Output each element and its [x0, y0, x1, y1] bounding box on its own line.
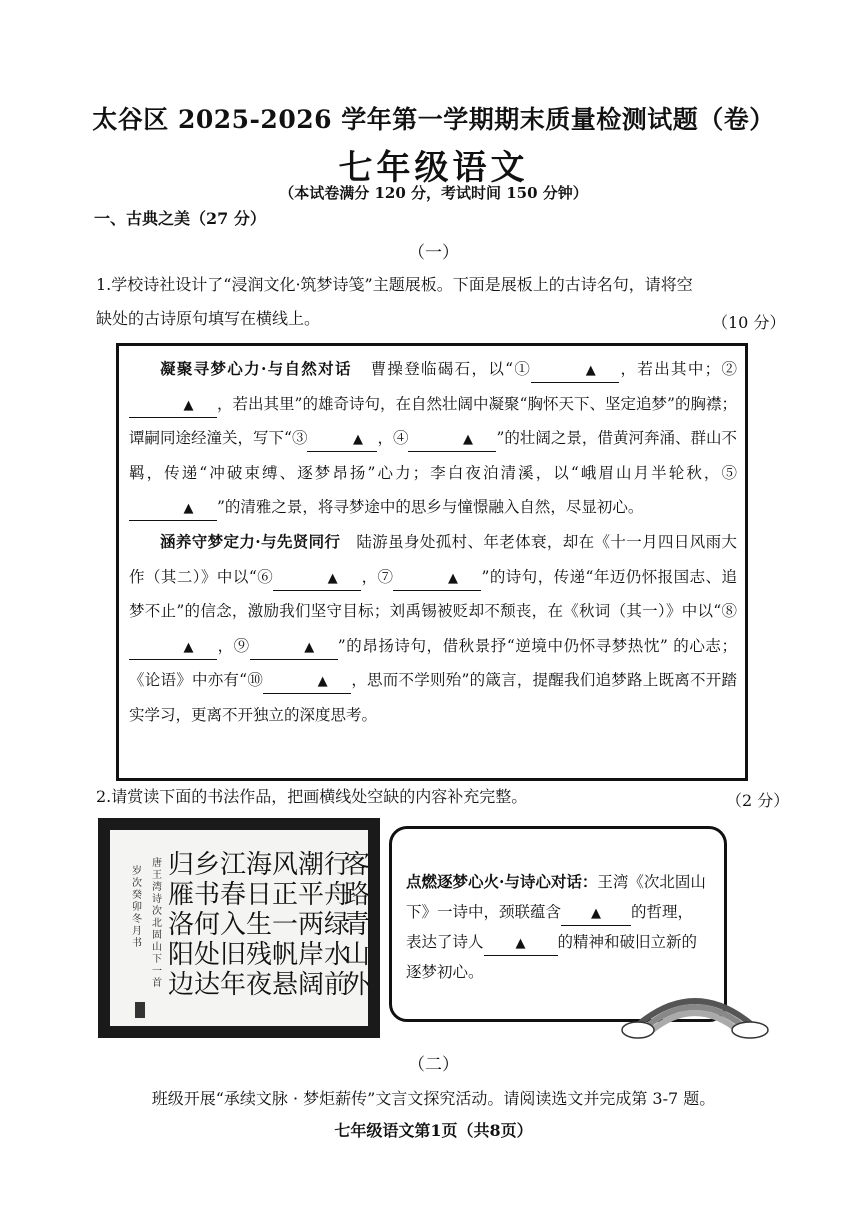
- answer-blank-9[interactable]: ▲: [250, 635, 338, 660]
- box2-text: 的精神和破旧立新的逐梦初心。: [406, 933, 698, 981]
- page-footer: 七年级语文第1页（共8页）: [334, 1121, 533, 1140]
- board-text: ，若出其中；②: [619, 360, 738, 378]
- part-one-label: （一）: [408, 243, 459, 263]
- answer-blank-12[interactable]: ▲: [484, 931, 558, 956]
- calligraphy-column: 行舟绿水前: [323, 850, 350, 1000]
- answer-blank-6[interactable]: ▲: [273, 566, 361, 591]
- board-text: ，④: [377, 429, 409, 448]
- board-text: 陆游虽身处孤村、年老体衰，却在《十一月四日风雨大作（其二）》中以“⑥: [129, 532, 737, 586]
- calligraphy-column: 江春入旧年: [219, 850, 246, 1000]
- answer-blank-3[interactable]: ▲: [307, 427, 377, 452]
- seal-stamp: [135, 1002, 145, 1018]
- box2-heading: 点燃逐梦心火·与诗心对话：: [406, 872, 598, 891]
- board-text: ”的壮阔之景，借黄河奔涌、群山不羁，传递“冲破束缚、逐梦昂扬”心力；李白夜泊清溪，以“峨眉山月半轮秋，⑤: [129, 429, 737, 482]
- board-text: ”的诗句，传递“年迈仍怀报国志、追梦不止”的信念，激励我们坚守目标；刘禹锡被贬却不颓丧，在《秋词（其一）》中以“⑧: [129, 567, 737, 621]
- exam-title: 太谷区 2025-2026 学年第一学期期末质量检测试题（卷）: [92, 105, 775, 134]
- board-text: ”的昂扬诗句，借秋景抒“逆境中仍怀寻梦热忱” 的心志；《论语》中亦有“⑩: [129, 636, 737, 690]
- box2-text: 的哲理，表达了诗人: [406, 903, 694, 951]
- board-text: ，⑦: [361, 567, 394, 586]
- board-heading-1: 凝聚寻梦心力·与自然对话: [160, 359, 352, 378]
- answer-blank-8[interactable]: ▲: [129, 635, 217, 660]
- answer-blank-4[interactable]: ▲: [408, 427, 496, 452]
- activity-intro: 班级开展“承续文脉 · 梦炬薪传”文言文探究活动。请阅读选文并完成第 3-7 题。: [151, 1089, 716, 1108]
- calligraphy-artwork: [98, 818, 380, 1038]
- calligraphy-column: 客路青山外: [343, 850, 370, 1000]
- rainbow-decoration: [620, 980, 770, 1040]
- calligraphy-column: 乡书何处达: [193, 850, 220, 1000]
- box2-text: 王湾《次北固山下》一诗中，颈联蕴含: [406, 873, 706, 921]
- question-2-score: （2 分）: [726, 791, 790, 810]
- calligraphy-column: 海日生残夜: [245, 850, 272, 1000]
- section-heading: 一、古典之美（27 分）: [94, 209, 266, 228]
- calligraphy-column: 风正一帆悬: [271, 850, 298, 1000]
- answer-blank-2[interactable]: ▲: [129, 393, 217, 418]
- board-text: ，若出其里”的雄奇诗句，在自然壮阔中凝聚“胸怀天下、坚定追梦”的胸襟；谭嗣同途经潼关，写下“③: [129, 394, 737, 448]
- question-1-line2: 缺处的古诗原句填写在横线上。: [96, 309, 321, 328]
- board-text: ，思而不学则殆”的箴言，提醒我们追梦路上既离不开踏实学习，更离不开独立的深度思考。: [129, 671, 737, 724]
- question-2-text: 2.请赏读下面的书法作品，把画横线处空缺的内容补充完整。: [96, 787, 528, 806]
- calligraphy-column: 潮平两岸阔: [297, 850, 324, 1000]
- answer-blank-10[interactable]: ▲: [263, 669, 351, 694]
- answer-blank-11[interactable]: ▲: [561, 901, 631, 926]
- question-1-line1: 1.学校诗社设计了“浸润文化·筑梦诗笺”主题展板。下面是展板上的古诗名句，请将空: [96, 275, 693, 294]
- calligraphy-inscription-right: 唐王湾诗次北固山下一首: [152, 858, 162, 989]
- board-text: ”的清雅之景，将寻梦途中的思乡与憧憬融入自然，尽显初心。: [217, 498, 644, 517]
- calligraphy-paper: [110, 830, 368, 1026]
- part-two-label: （二）: [408, 1055, 459, 1075]
- board-heading-2: 涵养守梦定力·与先贤同行: [160, 531, 341, 551]
- exam-note: （本试卷满分 120 分，考试时间 150 分钟）: [279, 184, 588, 202]
- answer-blank-5[interactable]: ▲: [129, 496, 217, 521]
- answer-blank-1[interactable]: ▲: [531, 358, 619, 383]
- calligraphy-column: 归雁洛阳边: [167, 850, 194, 1000]
- answer-blank-7[interactable]: ▲: [393, 566, 481, 591]
- board-text: 曹操登临碣石，以“①: [370, 360, 532, 378]
- question-1-score: （10 分）: [712, 313, 786, 332]
- board-text: ，⑨: [217, 636, 250, 655]
- calligraphy-inscription-left: 岁次癸卯冬月书: [132, 866, 142, 949]
- subject-title: 七年级语文: [338, 148, 529, 188]
- poem-board-box: [116, 343, 748, 781]
